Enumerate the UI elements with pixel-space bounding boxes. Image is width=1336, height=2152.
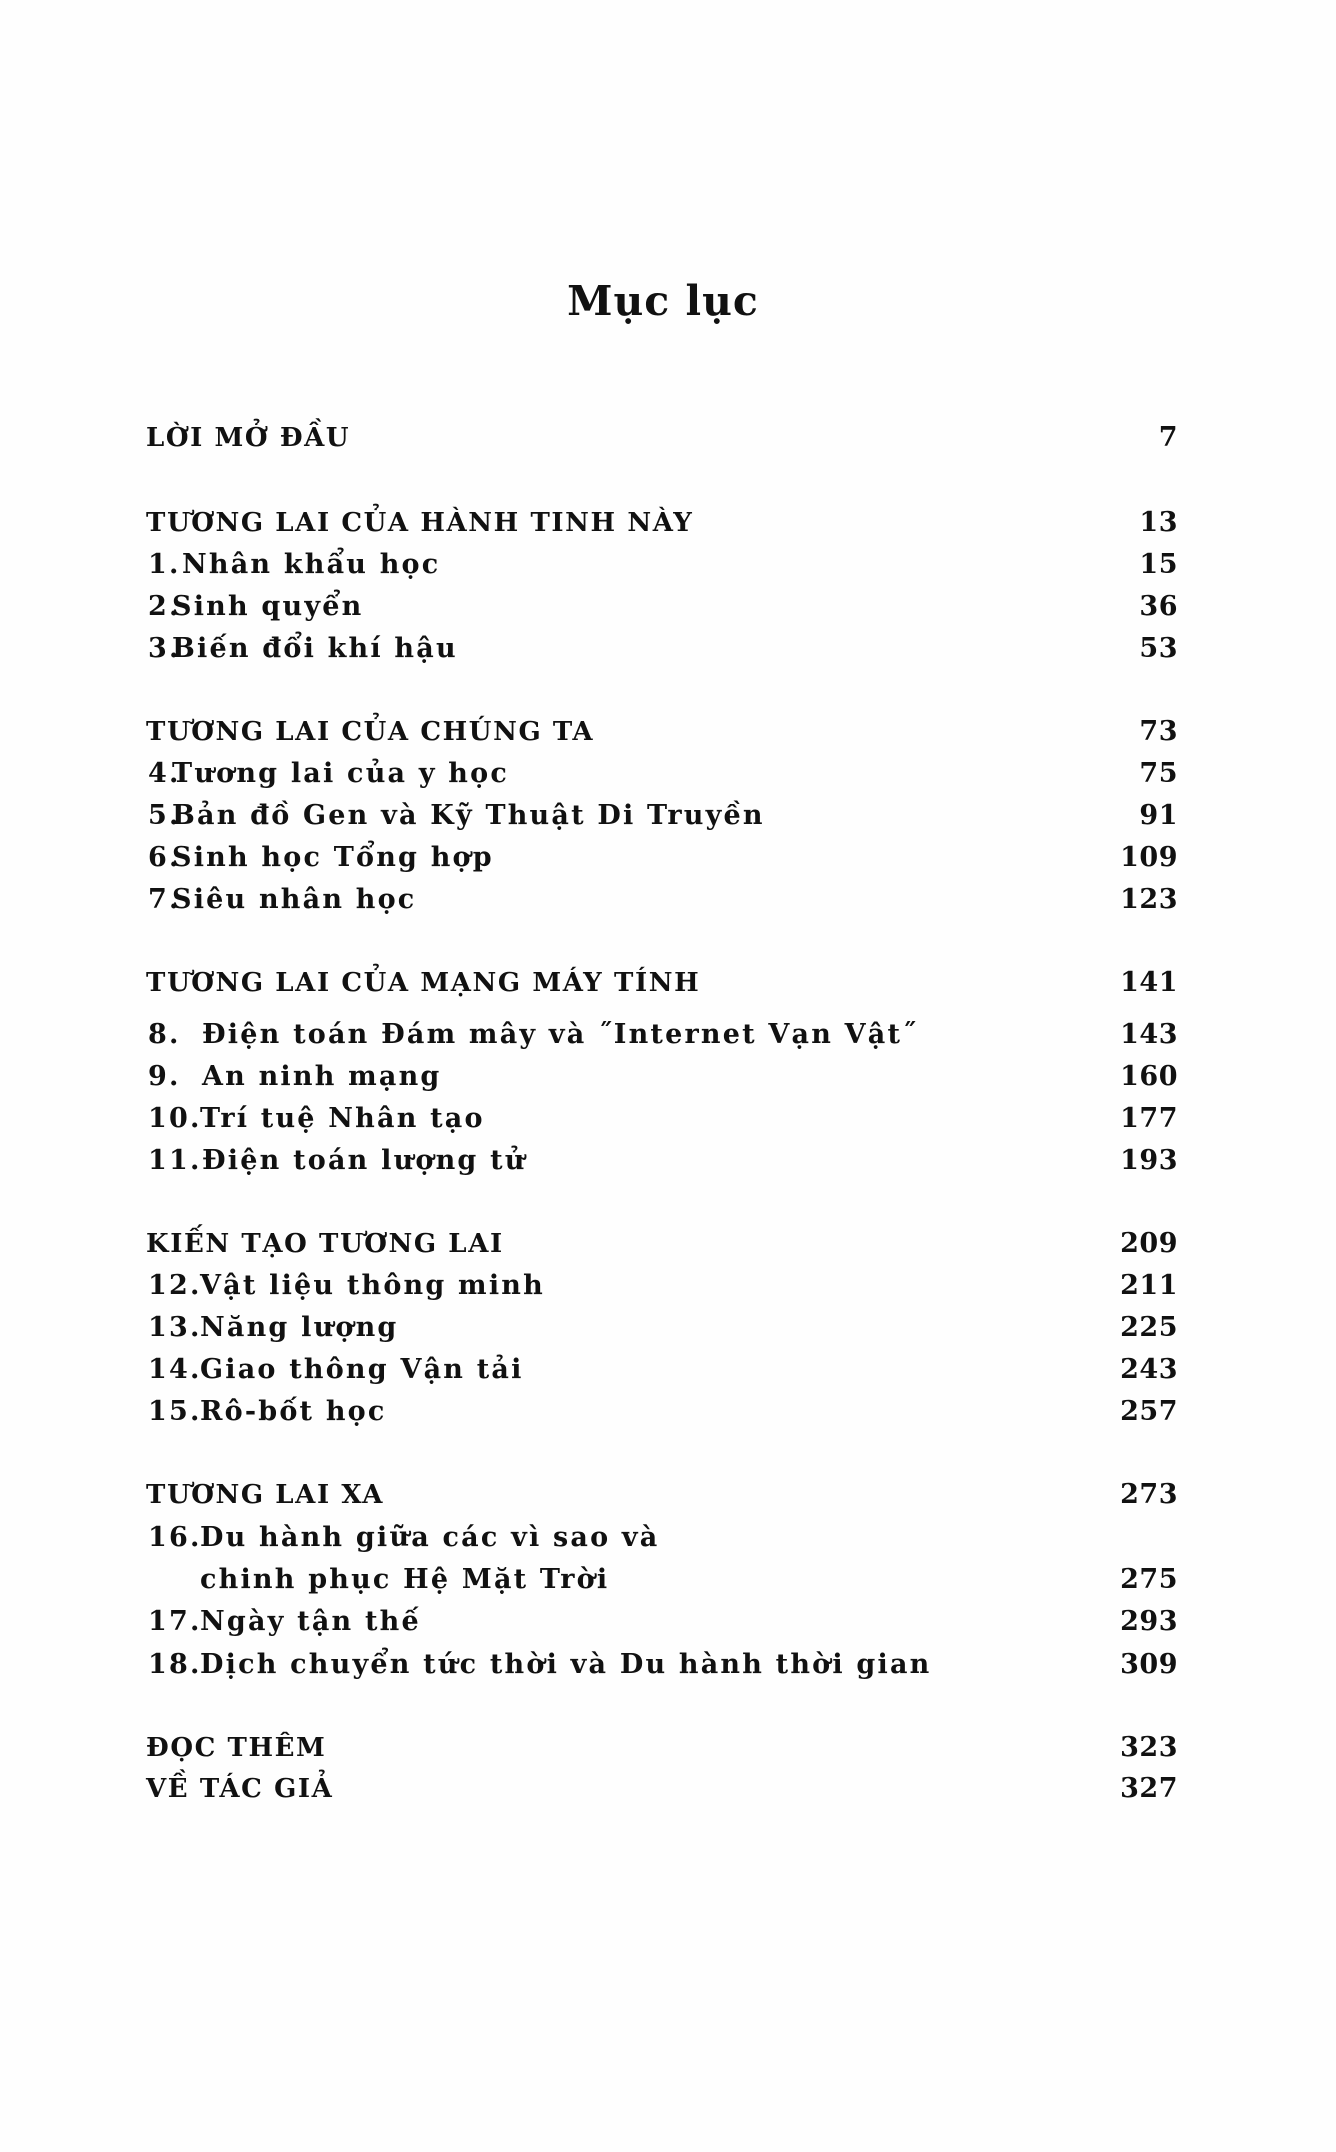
chapter-title: Bản đồ Gen và Kỹ Thuật Di Truyền	[172, 800, 765, 831]
toc-entry-further-reading[interactable]	[146, 1728, 1178, 1768]
chapter-title-line2: chinh phục Hệ Mặt Trời	[200, 1564, 610, 1595]
page-number: 257	[1120, 1396, 1178, 1427]
page-number: 211	[1120, 1270, 1178, 1301]
toc-section-heading[interactable]	[146, 503, 1178, 543]
chapter-title: Tương lai của y học	[172, 758, 509, 789]
page-number: 160	[1120, 1061, 1178, 1092]
chapter-title: Nhân khẩu học	[182, 549, 441, 580]
page-number: 53	[1139, 633, 1178, 664]
chapter-title: Dịch chuyển tức thời và Du hành thời gian	[200, 1649, 932, 1680]
chapter-number: 16.	[148, 1522, 202, 1553]
chapter-title: Năng lượng	[200, 1312, 399, 1343]
chapter-title: Giao thông Vận tải	[200, 1354, 524, 1385]
toc-chapter-entry[interactable]	[146, 1350, 1178, 1390]
page-number: 15	[1139, 549, 1178, 580]
page-number: 73	[1139, 716, 1178, 747]
toc-chapter-entry[interactable]	[146, 1518, 1178, 1558]
page-number: 91	[1139, 800, 1178, 831]
toc-entry-preface[interactable]	[146, 418, 1178, 458]
toc-entry-about-author[interactable]	[146, 1769, 1178, 1809]
toc-chapter-entry[interactable]	[146, 1602, 1178, 1642]
chapter-number: 13.	[148, 1312, 202, 1343]
page-number: 293	[1120, 1606, 1178, 1637]
toc-chapter-entry[interactable]	[146, 1015, 1178, 1055]
toc-chapter-entry[interactable]	[146, 545, 1178, 585]
page-number: 7	[1158, 422, 1178, 453]
chapter-title: Sinh học Tổng hợp	[172, 842, 494, 873]
chapter-title: Sinh quyển	[172, 591, 364, 622]
page-number: 109	[1120, 842, 1178, 873]
page-number: 177	[1120, 1103, 1178, 1134]
page-number: 193	[1120, 1145, 1178, 1176]
toc-chapter-entry[interactable]	[146, 754, 1178, 794]
toc-chapter-entry-continuation[interactable]	[146, 1560, 1178, 1600]
chapter-number: 15.	[148, 1396, 202, 1427]
section-label: KIẾN TẠO TƯƠNG LAI	[146, 1229, 504, 1259]
toc-section-heading[interactable]	[146, 712, 1178, 752]
page-number: 309	[1120, 1649, 1178, 1680]
page-number: 141	[1120, 967, 1178, 998]
chapter-number: 5.	[148, 800, 181, 831]
chapter-number: 18.	[148, 1649, 202, 1680]
page-number: 323	[1120, 1732, 1178, 1763]
chapter-title: Rô-bốt học	[200, 1396, 387, 1427]
section-label: TƯƠNG LAI CỦA HÀNH TINH NÀY	[146, 508, 694, 538]
page-number: 243	[1120, 1354, 1178, 1385]
chapter-title: Biến đổi khí hậu	[172, 633, 458, 664]
chapter-title: Siêu nhân học	[172, 884, 417, 915]
chapter-number: 6.	[148, 842, 181, 873]
chapter-number: 12.	[148, 1270, 202, 1301]
page-number: 75	[1139, 758, 1178, 789]
entry-label: VỀ TÁC GIẢ	[146, 1774, 334, 1804]
chapter-number: 3.	[148, 633, 181, 664]
entry-label: ĐỌC THÊM	[146, 1733, 327, 1763]
section-label: TƯƠNG LAI XA	[146, 1480, 384, 1510]
chapter-number: 9.	[148, 1061, 181, 1092]
page-number: 36	[1139, 591, 1178, 622]
toc-section-heading[interactable]	[146, 963, 1178, 1003]
toc-chapter-entry[interactable]	[146, 796, 1178, 836]
toc-chapter-entry[interactable]	[146, 1057, 1178, 1097]
page-number: 275	[1120, 1564, 1178, 1595]
chapter-title: Trí tuệ Nhân tạo	[200, 1103, 485, 1134]
chapter-number: 2.	[148, 591, 181, 622]
chapter-number: 7.	[148, 884, 181, 915]
page-number: 209	[1120, 1228, 1178, 1259]
chapter-number: 14.	[148, 1354, 202, 1385]
page-number: 123	[1120, 884, 1178, 915]
toc-chapter-entry[interactable]	[146, 838, 1178, 878]
chapter-number: 11.	[148, 1145, 202, 1176]
chapter-title: Ngày tận thế	[200, 1606, 421, 1637]
page-number: 143	[1120, 1019, 1178, 1050]
chapter-number: 4.	[148, 758, 181, 789]
toc-chapter-entry[interactable]	[146, 587, 1178, 627]
toc-chapter-entry[interactable]	[146, 629, 1178, 669]
toc-section-heading[interactable]	[146, 1224, 1178, 1264]
toc-chapter-entry[interactable]	[146, 880, 1178, 920]
chapter-title: Điện toán lượng tử	[202, 1145, 527, 1176]
chapter-number: 17.	[148, 1606, 202, 1637]
toc-section-heading[interactable]	[146, 1475, 1178, 1515]
page-number: 225	[1120, 1312, 1178, 1343]
chapter-number: 10.	[148, 1103, 202, 1134]
toc-chapter-entry[interactable]	[146, 1266, 1178, 1306]
toc-chapter-entry[interactable]	[146, 1392, 1178, 1432]
toc-chapter-entry[interactable]	[146, 1308, 1178, 1348]
toc-chapter-entry[interactable]	[146, 1141, 1178, 1181]
page-number: 273	[1120, 1479, 1178, 1510]
page-number: 13	[1139, 507, 1178, 538]
entry-label: LỜI MỞ ĐẦU	[146, 423, 351, 453]
toc-chapter-entry[interactable]	[146, 1645, 1178, 1685]
chapter-title: Du hành giữa các vì sao và	[200, 1522, 660, 1553]
chapter-number: 8.	[148, 1019, 181, 1050]
chapter-title: Điện toán Đám mây và ˝Internet Vạn Vật˝	[202, 1019, 918, 1050]
chapter-title: An ninh mạng	[202, 1061, 442, 1092]
toc-chapter-entry[interactable]	[146, 1099, 1178, 1139]
chapter-number: 1.	[148, 549, 181, 580]
section-label: TƯƠNG LAI CỦA MẠNG MÁY TÍNH	[146, 968, 701, 998]
page-number: 327	[1120, 1773, 1178, 1804]
chapter-title: Vật liệu thông minh	[200, 1270, 545, 1301]
section-label: TƯƠNG LAI CỦA CHÚNG TA	[146, 717, 595, 747]
page-title: Mục lục	[567, 277, 759, 325]
